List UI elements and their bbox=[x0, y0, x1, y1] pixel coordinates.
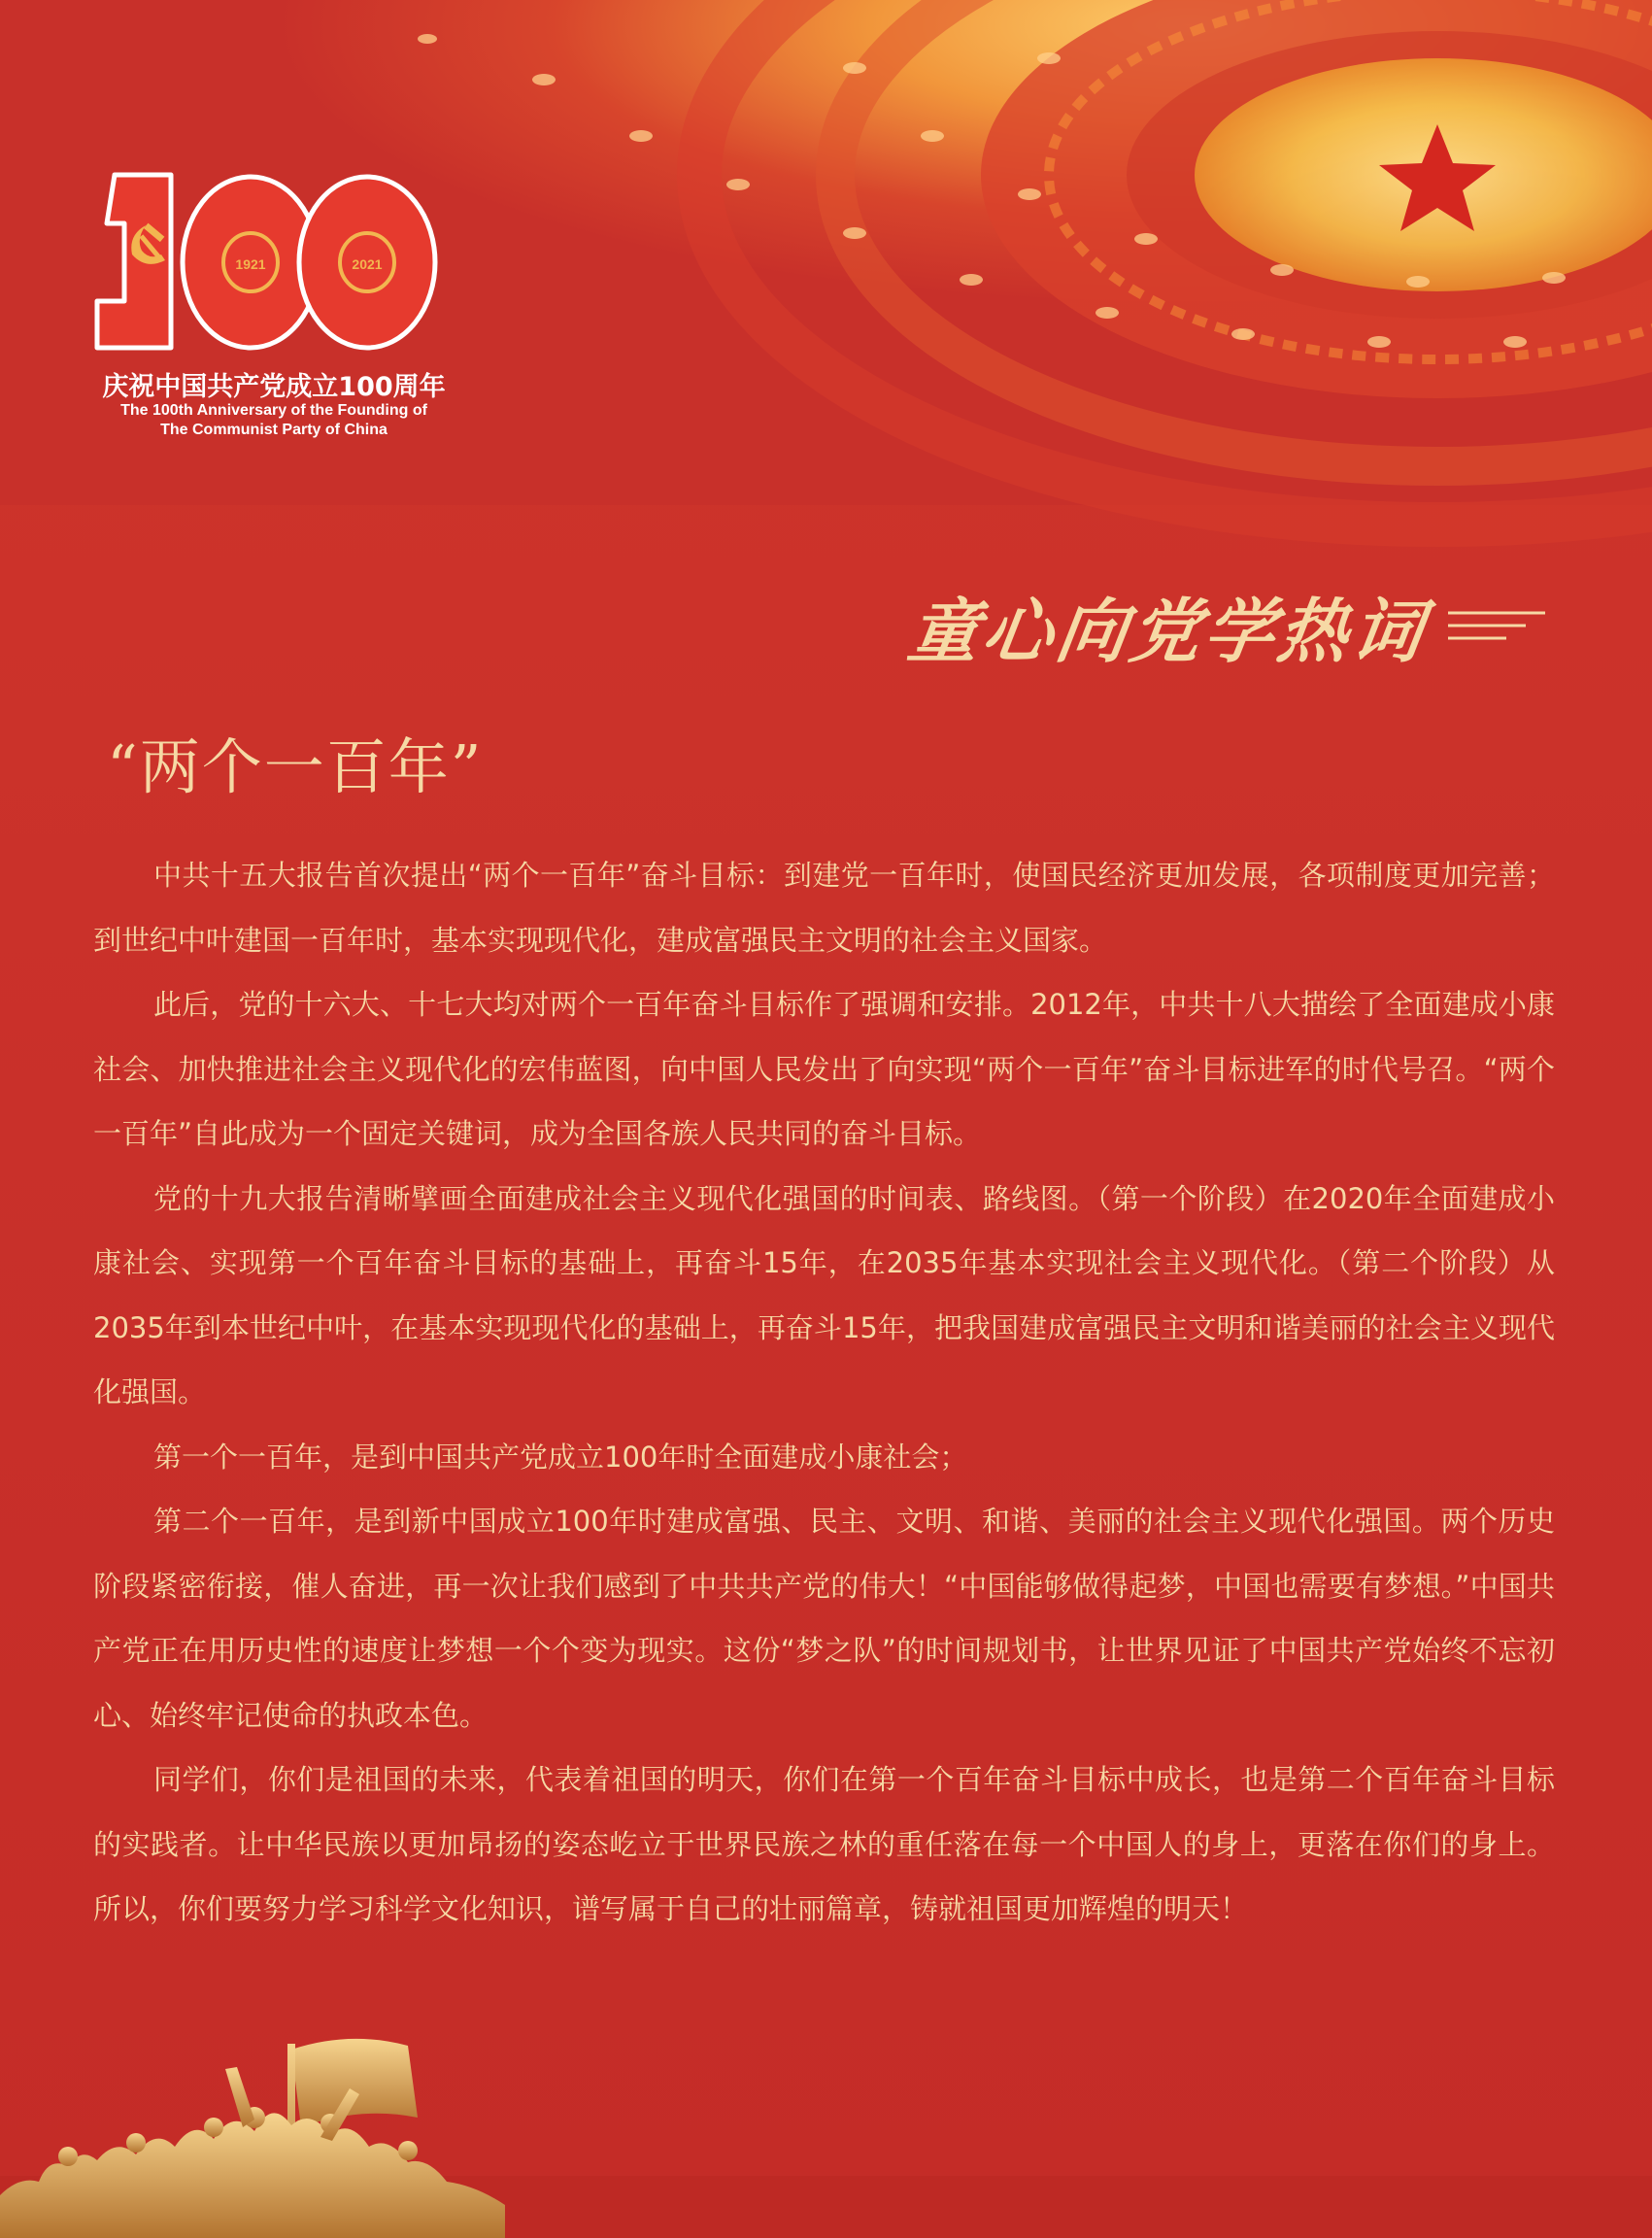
monument-sculpture-icon bbox=[0, 2011, 505, 2238]
paragraph-1: 中共十五大报告首次提出“两个一百年”奋斗目标：到建党一百年时，使国民经济更加发展，各项制度更加完善；到世纪中叶建国一百年时，基本实现现代化，建成富强民主文明的社会主义国家。 bbox=[93, 859, 1555, 957]
section-title: 童心向党学热词 bbox=[903, 591, 1433, 672]
logo-caption-cn: 庆祝中国共产党成立100周年 bbox=[102, 372, 446, 402]
paragraph-5: 第二个一百年，是到新中国成立100年时建成富强、民主、文明、和谐、美丽的社会主义现代化强国。两个历史阶段紧密衔接，催人奋进，再一次让我们感到了中共共产党的伟大！“中国能够做得起梦，中国也需要有梦想。”中国共产党正在用历史性的速度让梦想一个个变为现实。这份“梦之队”的时间规划书，让世界见证了中国共产党始终不忘初心、始终牢记使命的执政本色。 bbox=[93, 1505, 1555, 1732]
logo-year-end: 2021 bbox=[352, 256, 383, 272]
paragraph-3: 党的十九大报告清晰擘画全面建成社会主义现代化强国的时间表、路线图。（第一个阶段）在2020年全面建成小康社会、实现第一个百年奋斗目标的基础上，再奋斗15年，在2035年基本实现社会主义现代化。（第二个阶段）从2035年到本世纪中叶，在基本实现现代化的基础上，再奋斗15年，把我国建成富强民主文明和谐美丽的社会主义现代化强国。 bbox=[93, 1181, 1555, 1408]
logo-caption-en-line2: The Communist Party of China bbox=[160, 422, 388, 438]
paragraph-6: 同学们，你们是祖国的未来，代表着祖国的明天，你们在第一个百年奋斗目标中成长，也是第二个百年奋斗目标的实践者。让中华民族以更加昂扬的姿态屹立于世界民族之林的重任落在每一个中国人的身上，更落在你们的身上。所以，你们要努力学习科学文化知识，谱写属于自己的壮丽篇章，铸就祖国更加辉煌的明天！ bbox=[93, 1763, 1555, 1925]
paragraph-4: 第一个一百年，是到中国共产党成立100年时全面建成小康社会； bbox=[153, 1440, 968, 1474]
paragraph-2: 此后，党的十六大、十七大均对两个一百年奋斗目标作了强调和安排。2012年，中共十八大描绘了全面建成小康社会、加快推进社会主义现代化的宏伟蓝图，向中国人民发出了向实现“两个一百年”奋斗目标进军的时代号召。“两个一百年”自此成为一个固定关键词，成为全国各族人民共同的奋斗目标。 bbox=[93, 988, 1555, 1150]
logo-caption-en-line1: The 100th Anniversary of the Founding of bbox=[120, 402, 427, 419]
section-heading bbox=[903, 575, 1545, 676]
heading-lines-icon bbox=[1448, 601, 1545, 650]
article-body bbox=[93, 843, 1555, 1942]
article-title: “两个一百年” bbox=[107, 731, 484, 802]
logo-year-start: 1921 bbox=[235, 256, 266, 272]
